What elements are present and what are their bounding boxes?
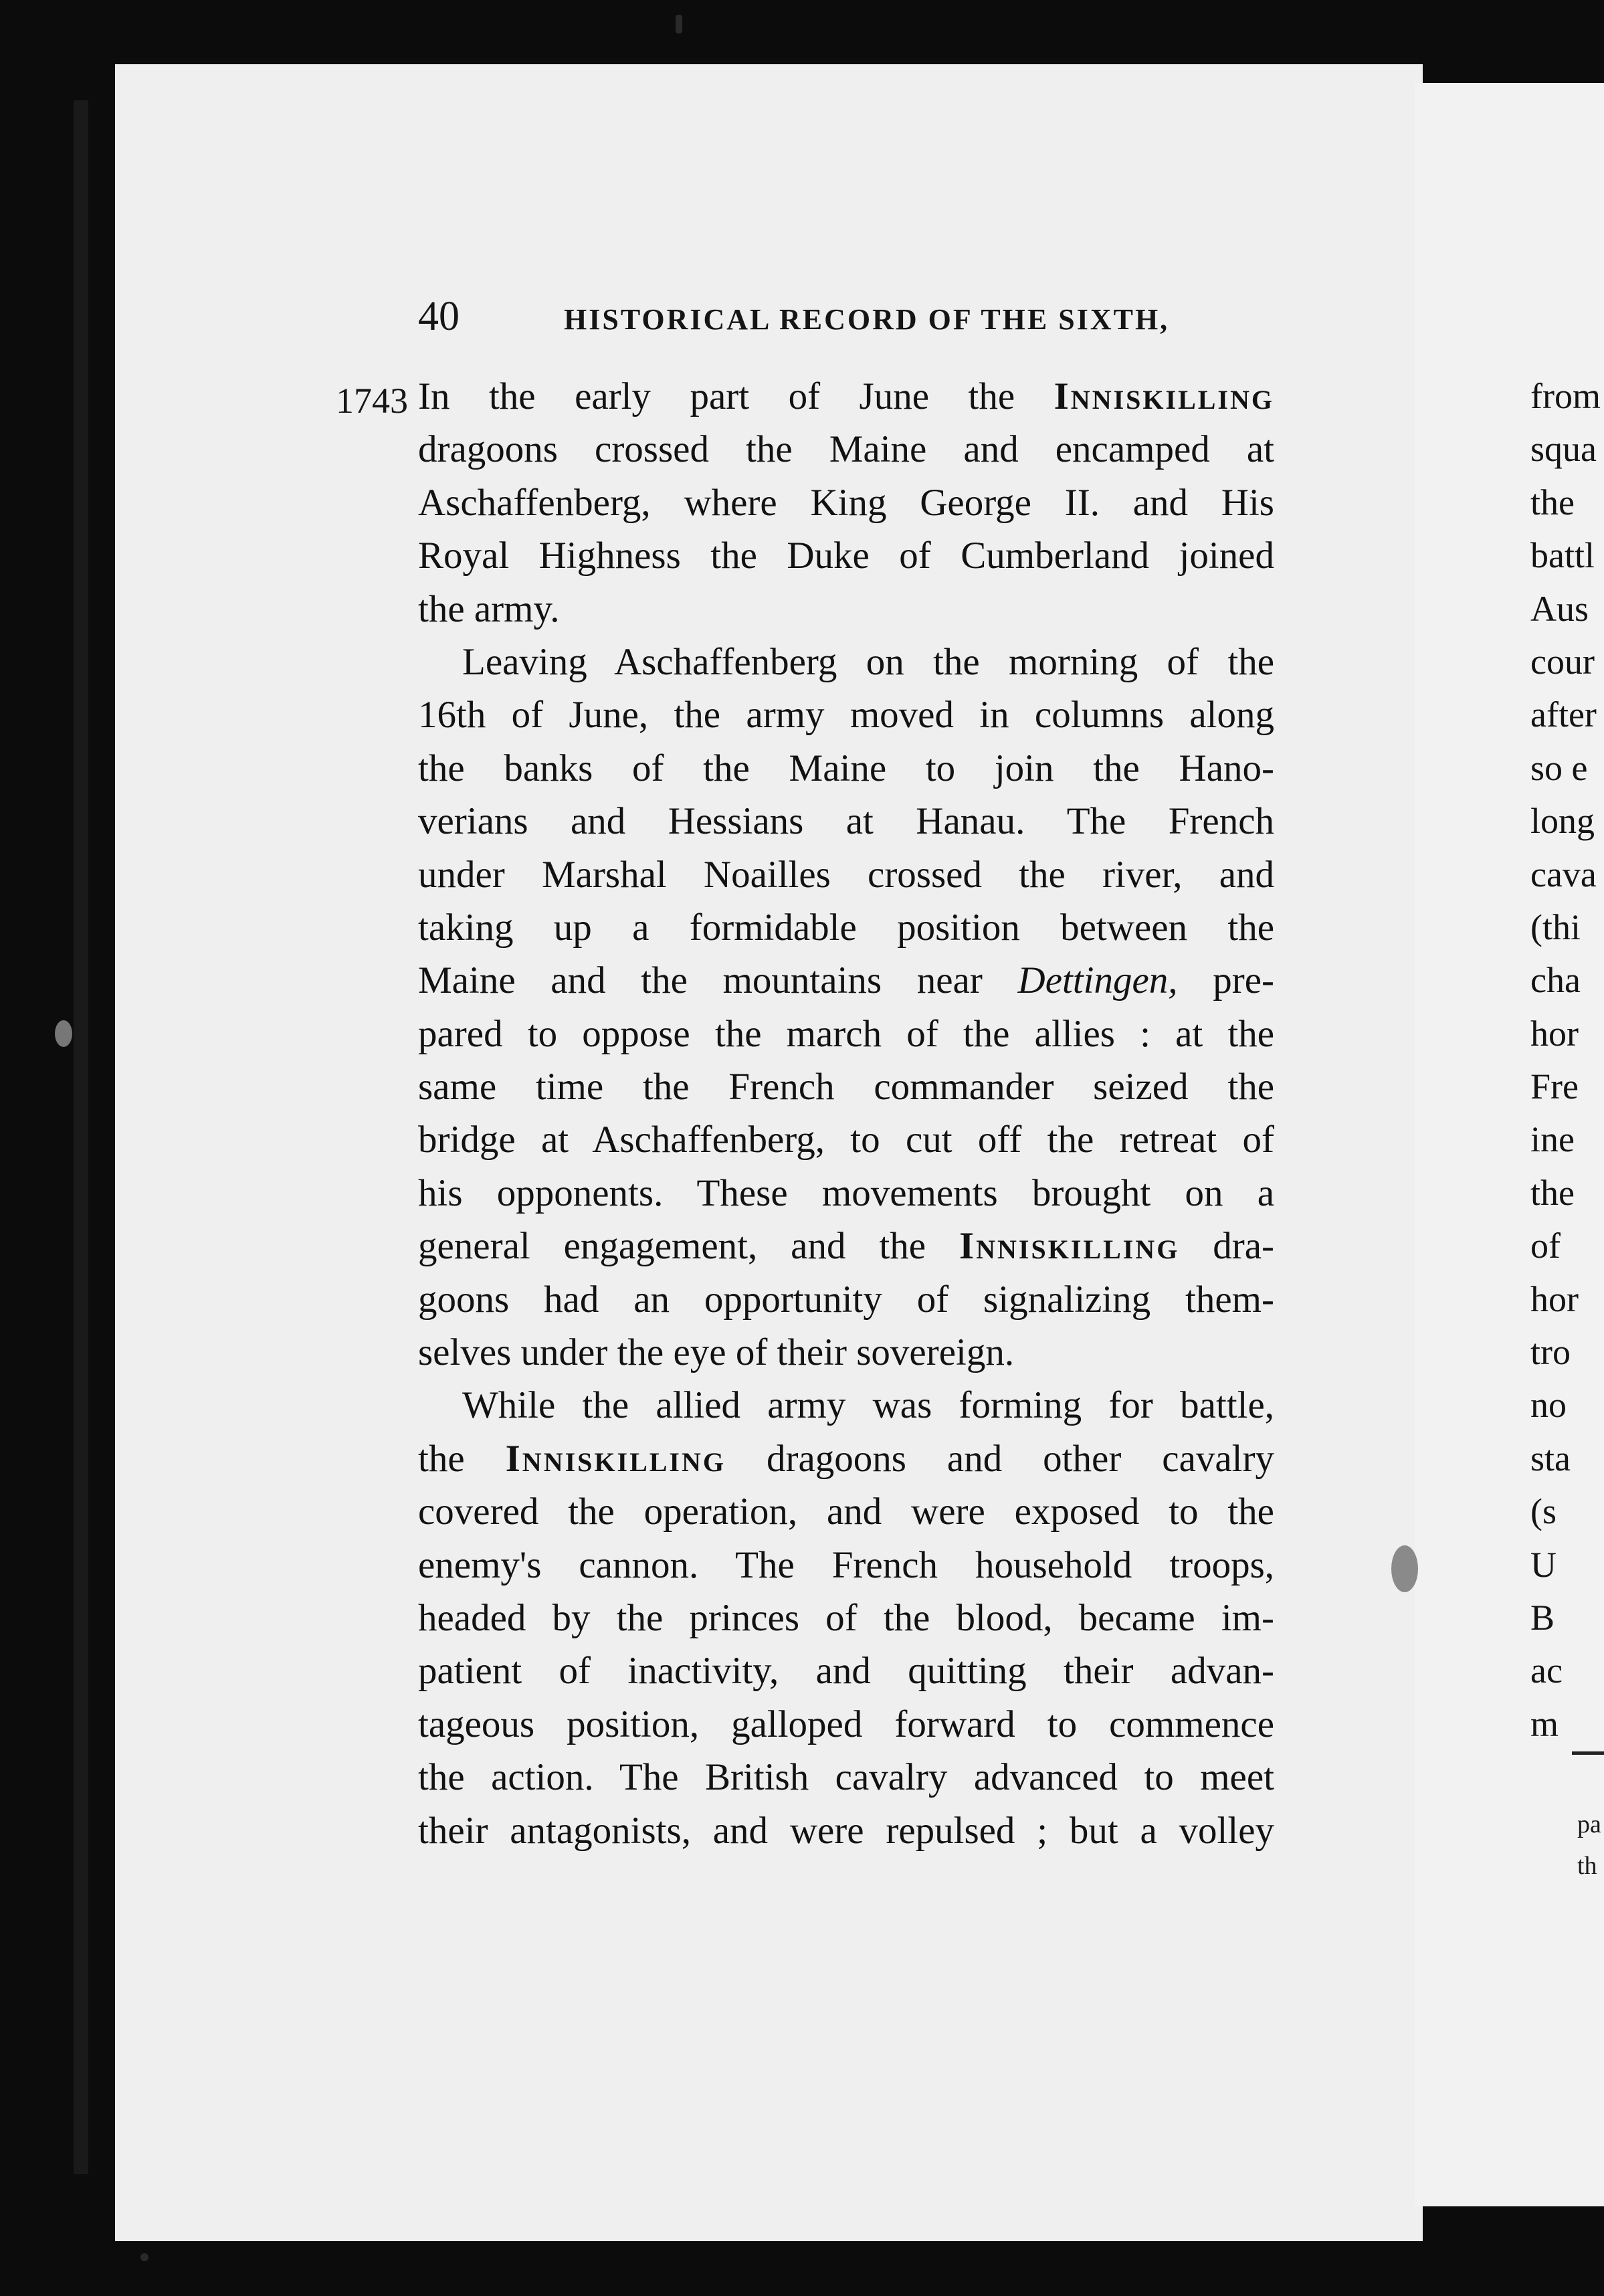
- line-segment: dragoons crossed the Maine and encamped at: [418, 428, 1274, 471]
- line-segment: While the allied army was forming for battle,: [462, 1384, 1274, 1427]
- text-line: [418, 795, 1274, 848]
- text-line: [418, 1539, 1274, 1592]
- line-segment: the: [418, 1437, 506, 1480]
- small-caps-name: Inniskilling: [505, 1437, 726, 1480]
- text-line: [418, 370, 1274, 423]
- scan-speck: [140, 2253, 148, 2261]
- right-page-fragment: m: [1530, 1703, 1559, 1744]
- text-line: [418, 1060, 1274, 1113]
- text-line: [418, 1220, 1274, 1272]
- right-page-fragment: of: [1530, 1226, 1561, 1266]
- text-line: [418, 742, 1274, 795]
- line-segment: selves under the eye of their sovereign.: [418, 1331, 1015, 1374]
- text-line: [418, 1379, 1274, 1432]
- right-page-fragment: cour: [1530, 641, 1595, 682]
- right-page-fragment: tro: [1530, 1332, 1571, 1373]
- line-segment: In the early part of June the: [418, 375, 1054, 417]
- line-segment: verians and Hessians at Hanau. The French: [418, 800, 1274, 843]
- line-segment: taking up a formidable position between the: [418, 906, 1274, 949]
- text-line: [418, 1167, 1274, 1220]
- text-line: [418, 423, 1274, 476]
- right-page-fragment: the: [1530, 482, 1575, 522]
- right-page-fragment: B: [1530, 1597, 1555, 1638]
- line-segment: covered the operation, and were exposed to the: [418, 1491, 1274, 1533]
- running-head: [418, 288, 1288, 348]
- text-line: [418, 636, 1274, 688]
- text-line: [418, 688, 1274, 741]
- line-segment: the army.: [418, 587, 560, 630]
- text-line: [418, 1273, 1274, 1326]
- text-line: [418, 1698, 1274, 1751]
- right-page-fragment: ac: [1530, 1650, 1563, 1691]
- margin-year: 1743: [336, 381, 408, 421]
- right-page-fragment: cava: [1530, 854, 1597, 894]
- right-page-fragment: ine: [1530, 1119, 1575, 1160]
- right-page-text-fragments: [1530, 370, 1604, 1751]
- right-page-fragment: so e: [1530, 747, 1588, 788]
- text-line: [418, 901, 1274, 954]
- line-segment: general engagement, and the: [418, 1225, 959, 1268]
- text-line: [418, 1326, 1274, 1379]
- text-line: [418, 1432, 1274, 1485]
- line-segment: bridge at Aschaffenberg, to cut off the retreat of: [418, 1119, 1274, 1161]
- right-page-fragment: Aus: [1530, 588, 1589, 629]
- text-line: [418, 1485, 1274, 1538]
- small-caps-name: Inniskilling: [1054, 375, 1274, 417]
- footnote-rule: [1572, 1751, 1604, 1755]
- running-title: HISTORICAL RECORD OF THE SIXTH,: [564, 303, 1170, 336]
- text-line: [418, 954, 1274, 1007]
- right-page-fragment: hor: [1530, 1278, 1579, 1319]
- text-line: [418, 476, 1274, 529]
- line-segment: their antagonists, and were repulsed ; but a volley: [418, 1809, 1274, 1852]
- small-caps-name: Inniskilling: [959, 1225, 1180, 1268]
- right-page-fragment: squa: [1530, 429, 1597, 470]
- right-page-fragment: the: [1530, 1172, 1575, 1213]
- right-page-fragment: long: [1530, 801, 1595, 842]
- line-segment: pared to oppose the march of the allies : at the: [418, 1012, 1274, 1055]
- line-segment: patient of inactivity, and quitting their advan-: [418, 1650, 1274, 1693]
- right-page-fragment: (s: [1530, 1491, 1557, 1532]
- text-line: [418, 1644, 1274, 1697]
- right-page-fragment: from: [1530, 376, 1601, 416]
- italic-place-name: Dettingen,: [1017, 959, 1178, 1002]
- line-segment: dra-: [1179, 1225, 1274, 1268]
- line-segment: pre-: [1177, 959, 1275, 1002]
- line-segment: dragoons and other cavalry: [726, 1437, 1274, 1480]
- line-segment: same time the French commander seized the: [418, 1066, 1274, 1109]
- footnote-fragment: th: [1577, 1852, 1597, 1880]
- right-page-fragment: hor: [1530, 1013, 1579, 1054]
- text-line: [418, 1113, 1274, 1166]
- footnote-fragment: pa: [1577, 1810, 1601, 1838]
- line-segment: Leaving Aschaffenberg on the morning of the: [462, 640, 1274, 683]
- line-segment: Aschaffenberg, where King George II. and His: [418, 481, 1274, 524]
- scan-speck: [1391, 1545, 1418, 1592]
- scan-speck: [676, 15, 682, 33]
- right-page-fragment: Fre: [1530, 1066, 1579, 1107]
- line-segment: the banks of the Maine to join the Hano-: [418, 747, 1274, 789]
- text-line: [418, 1751, 1274, 1804]
- scan-speck: [55, 1020, 72, 1047]
- line-segment: headed by the princes of the blood, became im-: [418, 1596, 1274, 1639]
- line-segment: the action. The British cavalry advanced to meet: [418, 1756, 1274, 1799]
- right-page-fragment: (thi: [1530, 906, 1581, 947]
- right-page-fragment: U: [1530, 1544, 1557, 1585]
- line-segment: 16th of June, the army moved in columns along: [418, 694, 1274, 737]
- text-line: [418, 1592, 1274, 1644]
- text-line: [418, 848, 1274, 901]
- line-segment: Maine and the mountains near: [418, 959, 1018, 1002]
- right-page-fragment: cha: [1530, 960, 1581, 1001]
- right-page-fragment: battl: [1530, 535, 1595, 576]
- binding-edge-left: [74, 100, 88, 2174]
- line-segment: under Marshal Noailles crossed the river, and: [418, 853, 1274, 896]
- text-line: [418, 529, 1274, 582]
- line-segment: enemy's cannon. The French household troops,: [418, 1543, 1274, 1586]
- line-segment: his opponents. These movements brought on a: [418, 1171, 1274, 1214]
- text-line: [418, 1008, 1274, 1060]
- text-line: [418, 583, 1274, 636]
- right-page-fragment: after: [1530, 694, 1597, 735]
- line-segment: tageous position, galloped forward to commence: [418, 1703, 1274, 1745]
- text-line: [418, 1804, 1274, 1857]
- right-page-fragment: sta: [1530, 1438, 1571, 1478]
- body-text: [418, 370, 1274, 1857]
- right-page-fragment: no: [1530, 1385, 1567, 1426]
- line-segment: goons had an opportunity of signalizing them-: [418, 1278, 1274, 1321]
- line-segment: Royal Highness the Duke of Cumberland joined: [418, 535, 1274, 577]
- page-number: 40: [418, 294, 460, 339]
